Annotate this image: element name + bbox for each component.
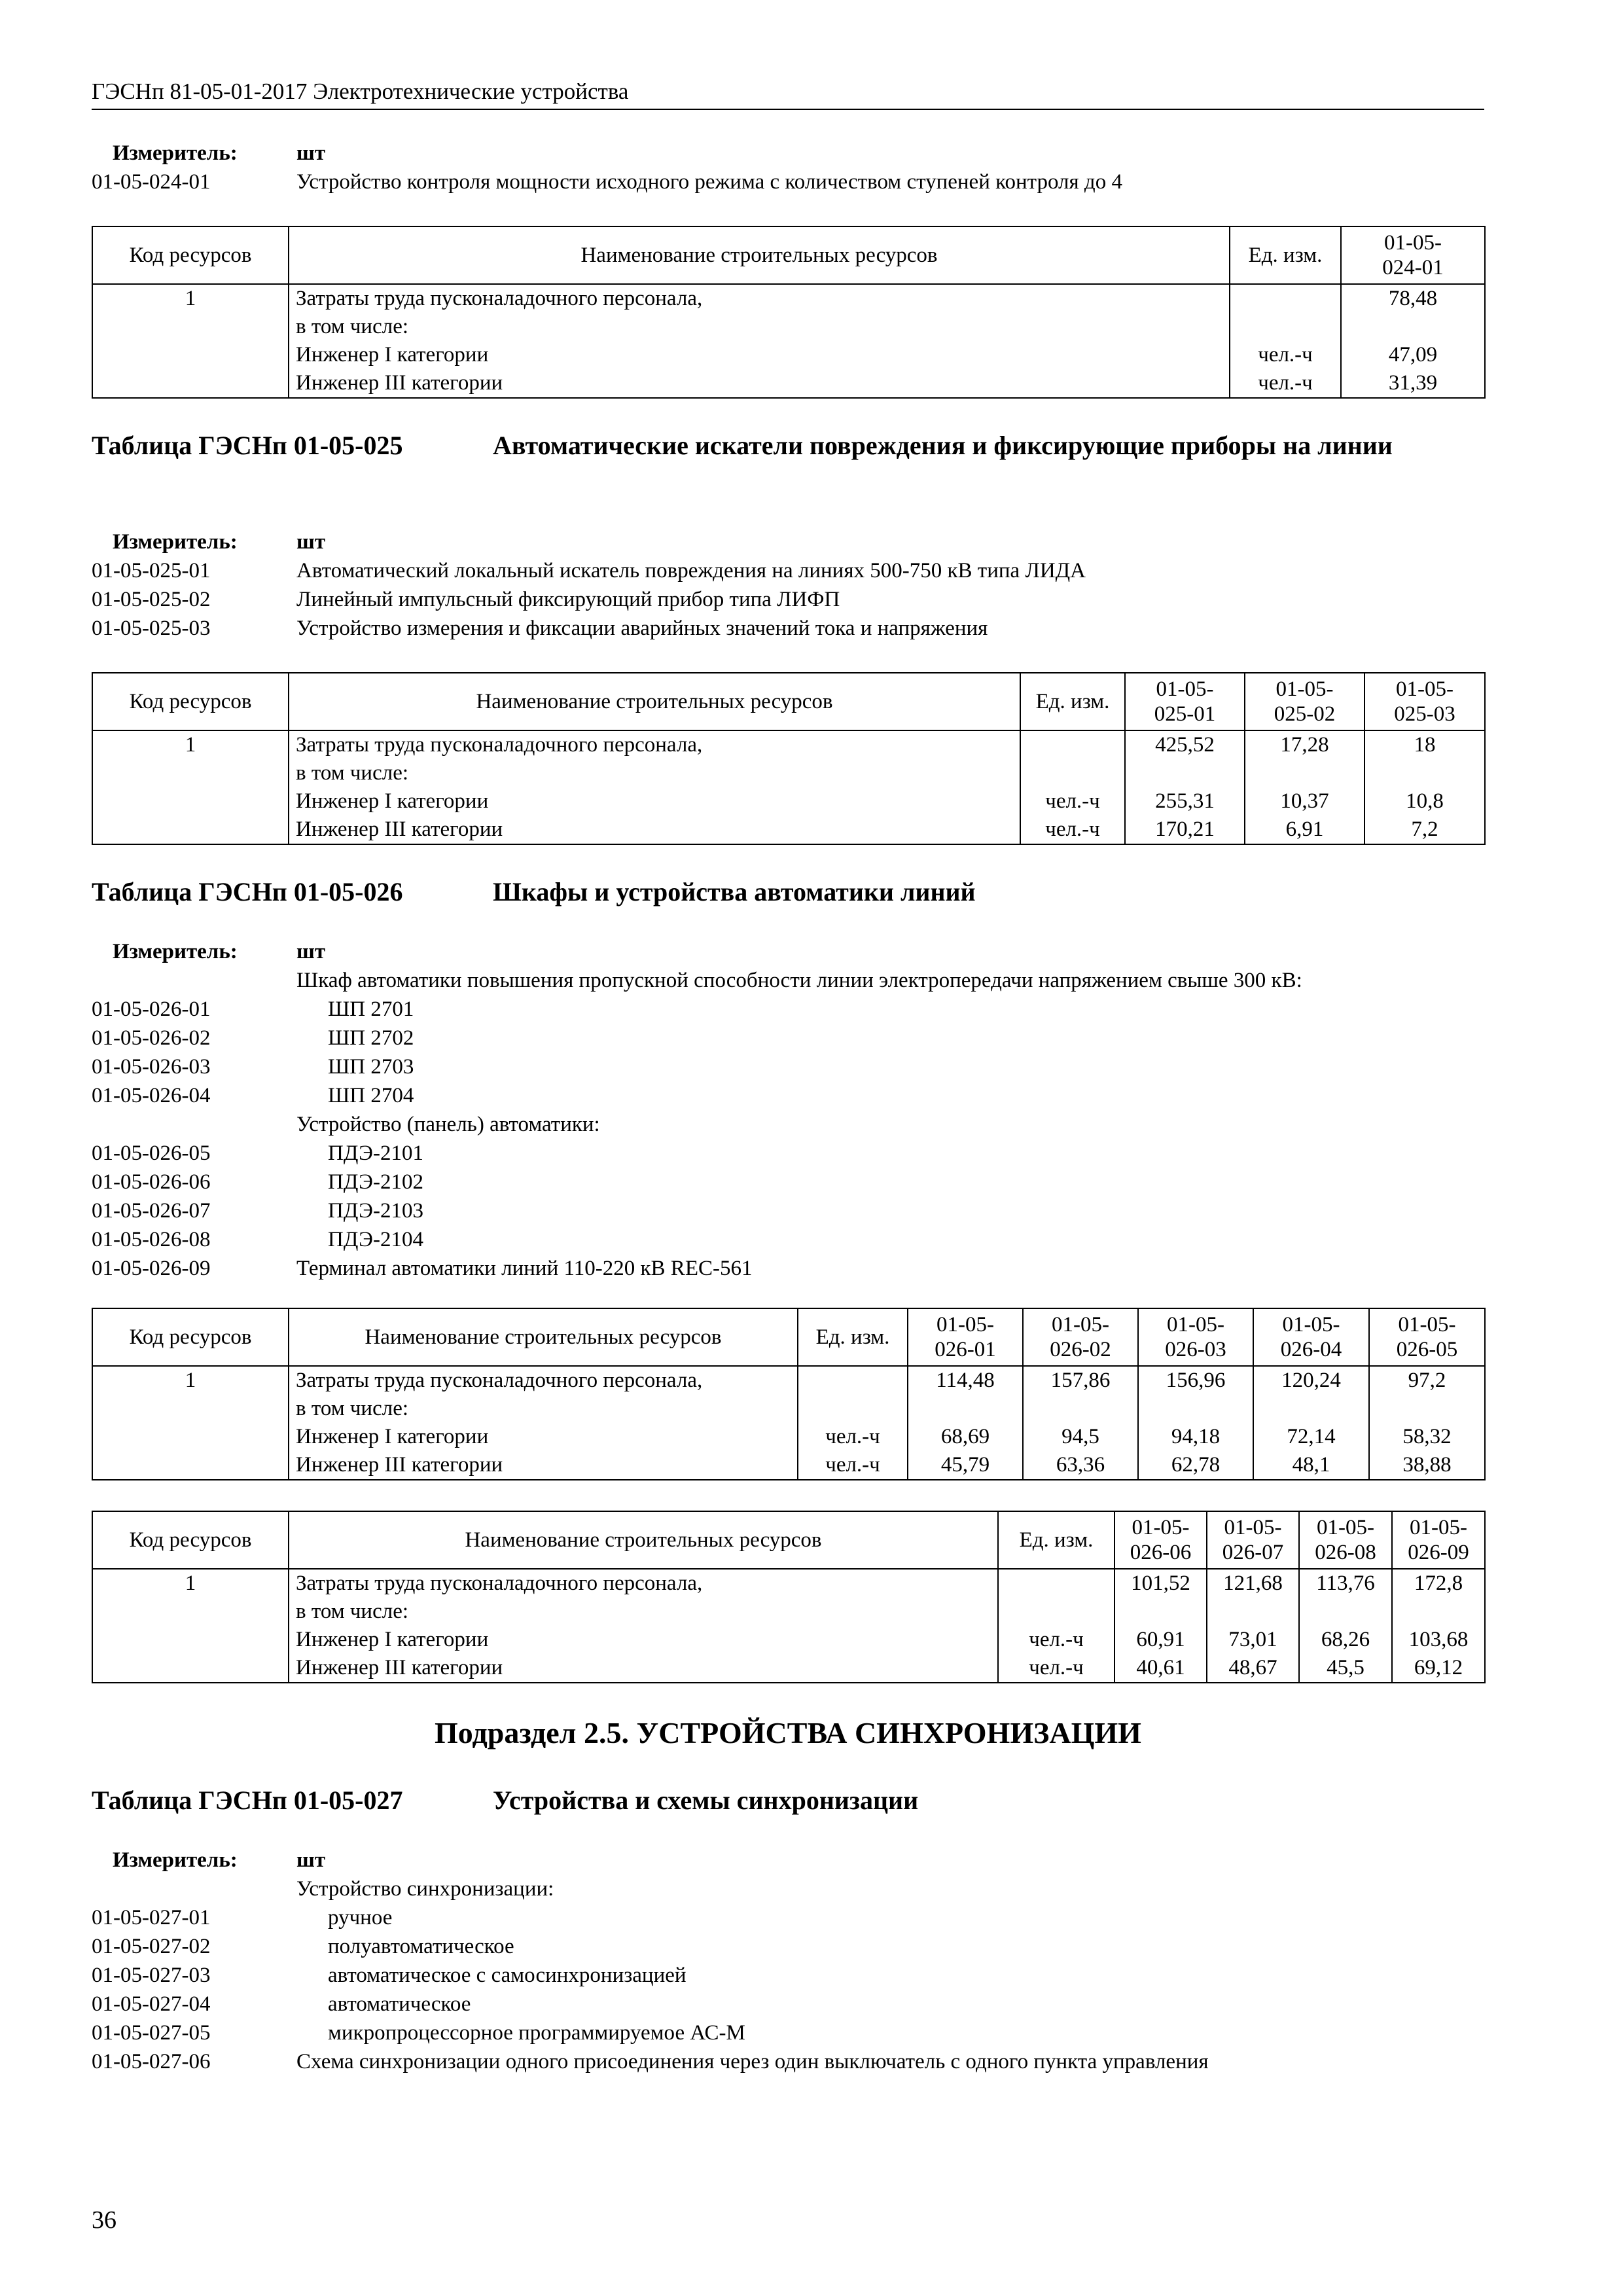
col-header-norm: 01-05- 026-09 — [1392, 1511, 1485, 1569]
measure-block-024 — [92, 139, 1484, 196]
col-header-code: Код ресурсов — [92, 1511, 289, 1569]
table-026-part2 — [92, 1511, 1484, 1683]
col-header-norm: 01-05- 026-08 — [1299, 1511, 1392, 1569]
item-text: ручное — [328, 1906, 393, 1929]
subsection-heading — [92, 1715, 1484, 1751]
item-text: автоматическое — [328, 1992, 471, 2016]
item-text: Терминал автоматики линий 110-220 кВ REC-561 — [296, 1257, 753, 1280]
col-header-norm: 01-05- 026-05 — [1369, 1308, 1485, 1366]
item-code: 01-05-026-06 — [92, 1170, 211, 1194]
table-025 — [92, 672, 1484, 845]
col-header-norm: 01-05- 026-01 — [908, 1308, 1023, 1366]
col-header-code: Код ресурсов — [92, 673, 289, 730]
col-header-code: Код ресурсов — [92, 1308, 289, 1366]
norm-value: 18 10,8 7,2 — [1364, 730, 1485, 844]
item-text: ПДЭ-2103 — [328, 1199, 423, 1223]
item-text: Устройство измерения и фиксации аварийных значений тока и напряжения — [296, 617, 988, 640]
resource-code: 1 — [92, 1366, 289, 1480]
table-row — [92, 284, 1485, 398]
subsection-title: Подраздел 2.5. УСТРОЙСТВА СИНХРОНИЗАЦИИ — [435, 1716, 1141, 1749]
item-text: Устройство контроля мощности исходного режима с количеством ступеней контроля до 4 — [296, 170, 1122, 194]
measure-label: Измеритель: — [113, 940, 238, 963]
item-group-label: Устройство (панель) автоматики: — [296, 1113, 600, 1136]
item-code: 01-05-027-06 — [92, 2050, 211, 2073]
table-title-code: Таблица ГЭСНп 01-05-025 — [92, 431, 403, 460]
measure-unit: шт — [296, 141, 326, 165]
norm-value: 78,48 47,09 31,39 — [1341, 284, 1485, 398]
item-text: ШП 2701 — [328, 997, 414, 1021]
resource-code: 1 — [92, 730, 289, 844]
item-text: микропроцессорное программируемое АС-М — [328, 2021, 745, 2045]
item-code: 01-05-026-02 — [92, 1026, 211, 1050]
item-text: ШП 2702 — [328, 1026, 414, 1050]
table-title-text: Автоматические искатели повреждения и фиксирующие приборы на линии — [493, 431, 1393, 460]
resource-unit: чел.-ч чел.-ч — [798, 1366, 908, 1480]
item-text: Автоматический локальный искатель повреждения на линиях 500-750 кВ типа ЛИДА — [296, 559, 1086, 583]
item-group-label: Устройство синхронизации: — [296, 1877, 554, 1901]
table-row — [92, 1569, 1485, 1683]
resource-name: Затраты труда пусконаладочного персонала, в том числе: Инженер I категории Инженер III категории — [289, 284, 1230, 398]
col-header-unit: Ед. изм. — [998, 1511, 1115, 1569]
measure-unit: шт — [296, 530, 326, 554]
col-header-name: Наименование строительных ресурсов — [289, 1511, 998, 1569]
norm-value: 121,68 73,01 48,67 — [1207, 1569, 1299, 1683]
measure-block-027 — [92, 1846, 1484, 2076]
norm-value: 157,86 94,5 63,36 — [1023, 1366, 1138, 1480]
item-code: 01-05-027-03 — [92, 1964, 211, 1987]
col-header-norm: 01-05- 025-01 — [1125, 673, 1245, 730]
item-code: 01-05-026-05 — [92, 1141, 211, 1165]
page-header — [92, 77, 1484, 110]
item-code: 01-05-026-03 — [92, 1055, 211, 1079]
resource-name: Затраты труда пусконаладочного персонала, в том числе: Инженер I категории Инженер III категории — [289, 1569, 998, 1683]
measure-block-026 — [92, 937, 1484, 1283]
item-text: автоматическое с самосинхронизацией — [328, 1964, 687, 1987]
table-title-025 — [92, 429, 1484, 463]
col-header-code: Код ресурсов — [92, 226, 289, 284]
col-header-norm: 01-05- 026-06 — [1115, 1511, 1207, 1569]
col-header-norm: 01-05- 025-03 — [1364, 673, 1485, 730]
item-code: 01-05-026-01 — [92, 997, 211, 1021]
resource-name: Затраты труда пусконаладочного персонала, в том числе: Инженер I категории Инженер III категории — [289, 730, 1020, 844]
norm-value: 156,96 94,18 62,78 — [1138, 1366, 1253, 1480]
col-header-norm: 01-05- 024-01 — [1341, 226, 1485, 284]
col-header-norm: 01-05- 025-02 — [1245, 673, 1364, 730]
col-header-unit: Ед. изм. — [798, 1308, 908, 1366]
resource-name: Затраты труда пусконаладочного персонала, в том числе: Инженер I категории Инженер III категории — [289, 1366, 798, 1480]
item-text: ШП 2703 — [328, 1055, 414, 1079]
table-026-part1 — [92, 1308, 1484, 1480]
measure-unit: шт — [296, 940, 326, 963]
norm-value: 425,52 255,31 170,21 — [1125, 730, 1245, 844]
col-header-unit: Ед. изм. — [1020, 673, 1125, 730]
item-text: ПДЭ-2104 — [328, 1228, 423, 1251]
measure-unit: шт — [296, 1848, 326, 1872]
item-code: 01-05-025-01 — [92, 559, 211, 583]
table-024 — [92, 226, 1484, 399]
col-header-norm: 01-05- 026-07 — [1207, 1511, 1299, 1569]
resource-unit: чел.-ч чел.-ч — [998, 1569, 1115, 1683]
item-code: 01-05-027-02 — [92, 1935, 211, 1958]
table-title-code: Таблица ГЭСНп 01-05-026 — [92, 877, 403, 906]
measure-block-025 — [92, 528, 1484, 643]
item-code: 01-05-027-01 — [92, 1906, 211, 1929]
item-code: 01-05-026-07 — [92, 1199, 211, 1223]
item-code: 01-05-026-09 — [92, 1257, 211, 1280]
col-header-name: Наименование строительных ресурсов — [289, 1308, 798, 1366]
item-code: 01-05-027-05 — [92, 2021, 211, 2045]
col-header-name: Наименование строительных ресурсов — [289, 673, 1020, 730]
resource-unit: чел.-ч чел.-ч — [1230, 284, 1341, 398]
col-header-norm: 01-05- 026-04 — [1253, 1308, 1369, 1366]
resource-code: 1 — [92, 1569, 289, 1683]
norm-value: 17,28 10,37 6,91 — [1245, 730, 1364, 844]
page-header-title: ГЭСНп 81-05-01-2017 Электротехнические устройства — [92, 79, 629, 104]
measure-label: Измеритель: — [113, 1848, 238, 1872]
norm-value: 172,8 103,68 69,12 — [1392, 1569, 1485, 1683]
table-title-026 — [92, 875, 1484, 909]
item-code: 01-05-025-03 — [92, 617, 211, 640]
item-text: Линейный импульсный фиксирующий прибор типа ЛИФП — [296, 588, 840, 611]
norm-value: 101,52 60,91 40,61 — [1115, 1569, 1207, 1683]
col-header-norm: 01-05- 026-03 — [1138, 1308, 1253, 1366]
table-row — [92, 730, 1485, 844]
item-text: полуавтоматическое — [328, 1935, 514, 1958]
norm-value: 97,2 58,32 38,88 — [1369, 1366, 1485, 1480]
item-text: ПДЭ-2101 — [328, 1141, 423, 1165]
item-code: 01-05-024-01 — [92, 170, 211, 194]
item-group-label: Шкаф автоматики повышения пропускной способности линии электропередачи напряжением свыше 300 кВ: — [296, 969, 1302, 992]
item-text: ШП 2704 — [328, 1084, 414, 1107]
resource-code: 1 — [92, 284, 289, 398]
page-number: 36 — [92, 2206, 116, 2234]
measure-label: Измеритель: — [113, 530, 238, 554]
item-code: 01-05-027-04 — [92, 1992, 211, 2016]
col-header-unit: Ед. изм. — [1230, 226, 1341, 284]
table-title-027 — [92, 1784, 1484, 1818]
item-code: 01-05-026-08 — [92, 1228, 211, 1251]
item-code: 01-05-026-04 — [92, 1084, 211, 1107]
header-rule — [92, 109, 1484, 110]
table-title-code: Таблица ГЭСНп 01-05-027 — [92, 1785, 403, 1815]
item-code: 01-05-025-02 — [92, 588, 211, 611]
item-text: Схема синхронизации одного присоединения через один выключатель с одного пункта управления — [296, 2050, 1209, 2073]
col-header-norm: 01-05- 026-02 — [1023, 1308, 1138, 1366]
table-title-text: Устройства и схемы синхронизации — [493, 1785, 919, 1815]
norm-value: 113,76 68,26 45,5 — [1299, 1569, 1392, 1683]
table-row — [92, 1366, 1485, 1480]
norm-value: 120,24 72,14 48,1 — [1253, 1366, 1369, 1480]
table-title-text: Шкафы и устройства автоматики линий — [493, 877, 976, 906]
norm-value: 114,48 68,69 45,79 — [908, 1366, 1023, 1480]
item-text: ПДЭ-2102 — [328, 1170, 423, 1194]
measure-label: Измеритель: — [113, 141, 238, 165]
col-header-name: Наименование строительных ресурсов — [289, 226, 1230, 284]
resource-unit: чел.-ч чел.-ч — [1020, 730, 1125, 844]
